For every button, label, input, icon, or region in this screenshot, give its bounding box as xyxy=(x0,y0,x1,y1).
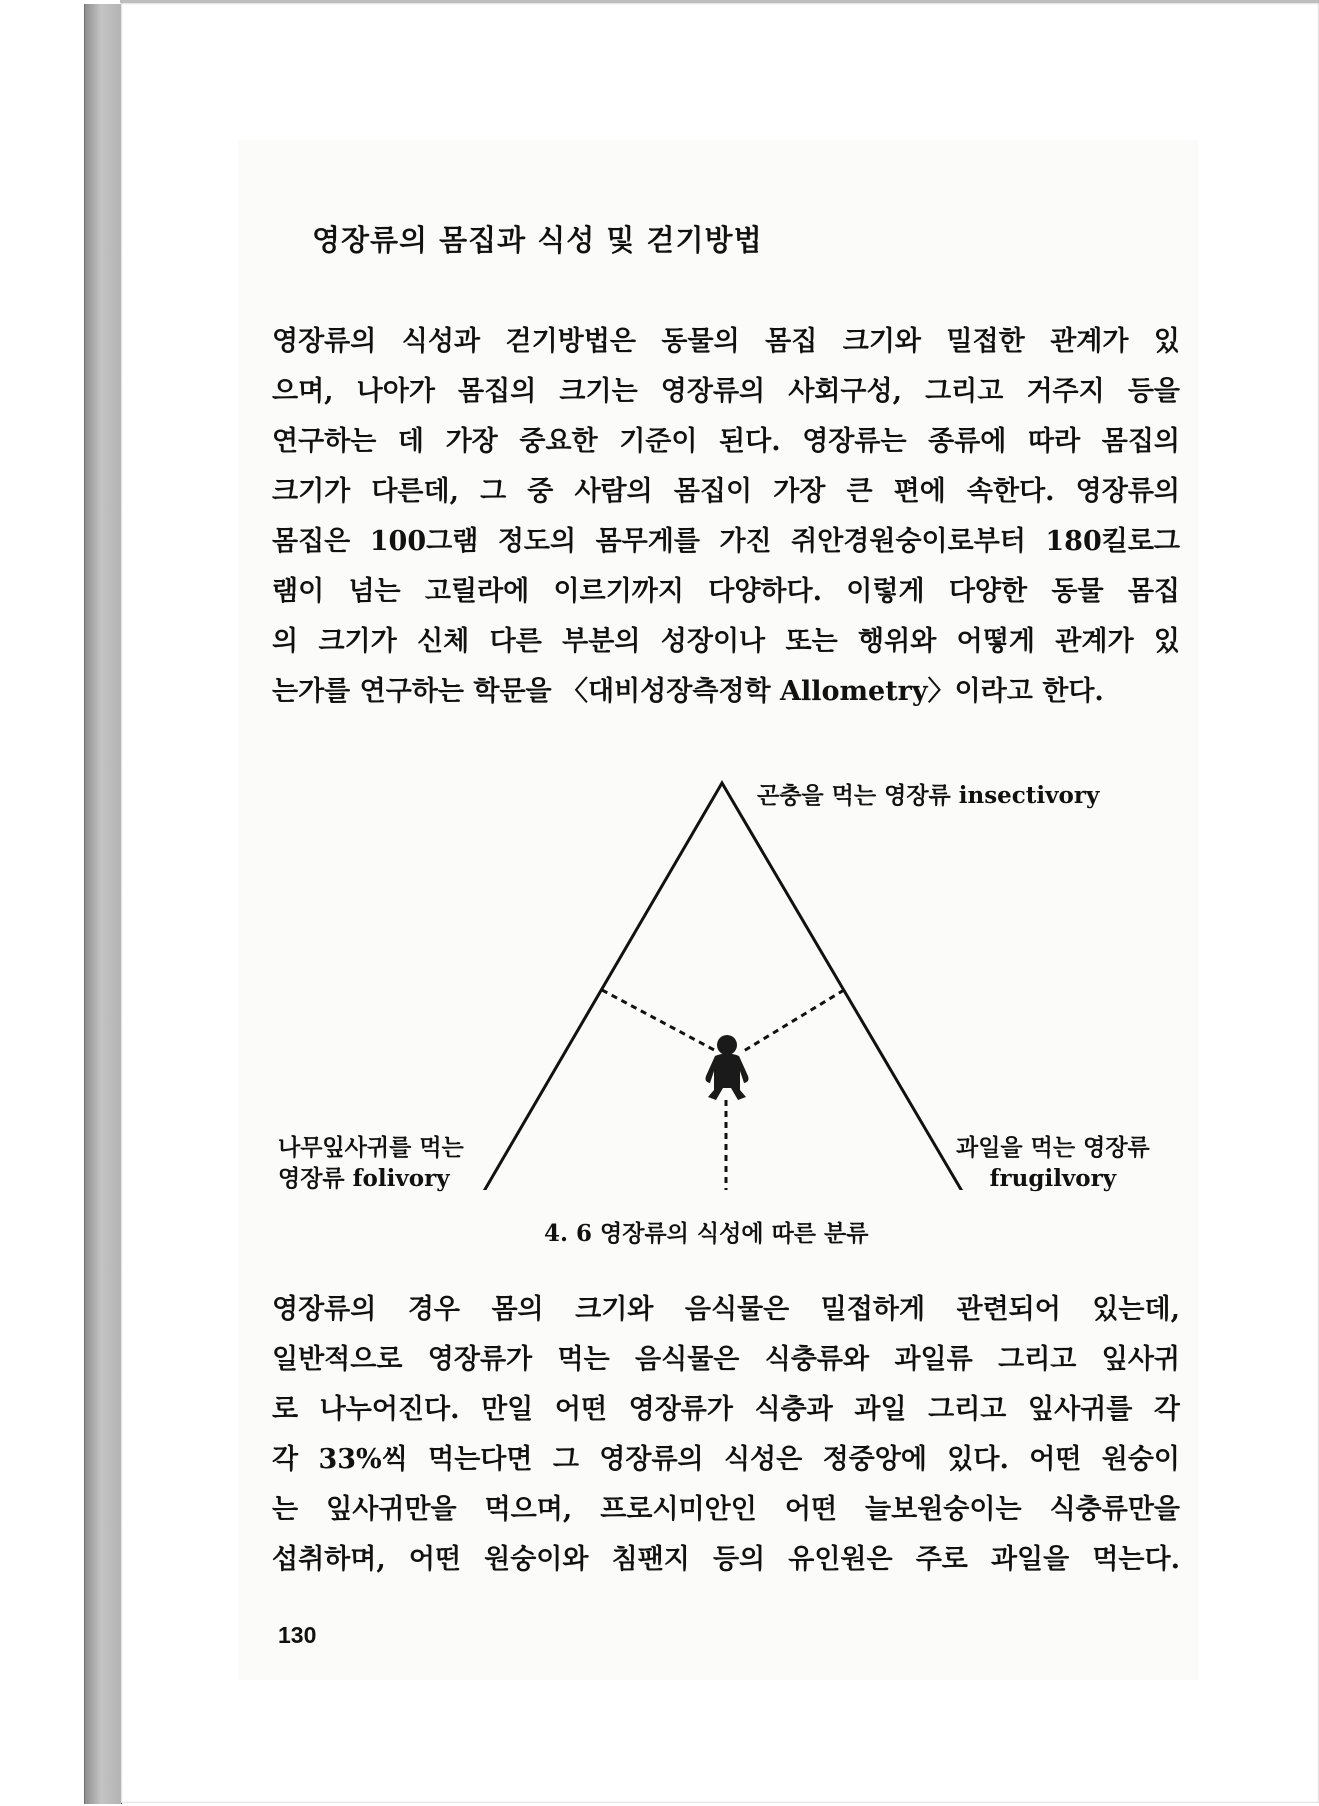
paragraph-line: 일반적으로 영장류가 먹는 음식물은 식충류와 과일류 그리고 잎사귀 xyxy=(272,1344,1180,1375)
folivory-label xyxy=(278,1132,464,1194)
triangle-diagram xyxy=(272,770,1192,1190)
frugivory-label-line1: 과일을 먹는 영장류 xyxy=(956,1134,1150,1161)
frugivory-label-line2: frugilvory xyxy=(989,1165,1117,1192)
paragraph-line: 섭취하며, 어떤 원숭이와 침팬지 등의 유인원은 주로 과일을 먹는다. xyxy=(272,1544,1180,1575)
paragraph-line: 는가를 연구하는 학문을 〈대비성장측정학 Allometry〉이라고 한다. xyxy=(272,676,1104,707)
section-heading: 영장류의 몸집과 식성 및 걷기방법 xyxy=(312,223,763,257)
diet-triangle xyxy=(480,783,966,1190)
paragraph-line: 는 잎사귀만을 먹으며, 프로시미안인 어떤 늘보원숭이는 식충류만을 xyxy=(272,1494,1180,1525)
paragraph-line: 로 나누어진다. 만일 어떤 영장류가 식충과 과일 그리고 잎사귀를 각 xyxy=(272,1394,1180,1425)
paragraph-line: 의 크기가 신체 다른 부분의 성장이나 또는 행위와 어떻게 관계가 있 xyxy=(272,626,1180,657)
paragraph-1 xyxy=(272,317,1180,717)
book-spine xyxy=(84,4,122,1804)
paragraph-line: 영장류의 식성과 걷기방법은 동물의 몸집 크기와 밀접한 관계가 있 xyxy=(272,326,1180,357)
paragraph-line: 각 33%씩 먹는다면 그 영장류의 식성은 정중앙에 있다. 어떤 원숭이 xyxy=(272,1444,1180,1475)
insectivory-label: 곤충을 먹는 영장류 insectivory xyxy=(757,782,1100,809)
diet-triangle-figure xyxy=(272,770,1192,1250)
paragraph-line: 몸집은 100그램 정도의 몸무게를 가진 쥐안경원숭이로부터 180킬로그 xyxy=(272,526,1180,557)
folivory-label-line1: 나무잎사귀를 먹는 xyxy=(278,1134,464,1161)
primate-figure-icon xyxy=(706,1035,749,1100)
page-number: 130 xyxy=(278,1622,317,1648)
paragraph-line: 램이 넘는 고릴라에 이르기까지 다양하다. 이렇게 다양한 동물 몸집 xyxy=(272,576,1180,607)
paragraph-line: 영장류의 경우 몸의 크기와 음식물은 밀접하게 관련되어 있는데, xyxy=(272,1294,1180,1325)
frugivory-label xyxy=(956,1132,1150,1194)
paragraph-line: 연구하는 데 가장 중요한 기준이 된다. 영장류는 종류에 따라 몸집의 xyxy=(272,426,1180,457)
paragraph-line: 으며, 나아가 몸집의 크기는 영장류의 사회구성, 그리고 거주지 등을 xyxy=(272,376,1180,407)
figure-caption: 4. 6 영장류의 식성에 따른 분류 xyxy=(544,1220,869,1247)
paragraph-2 xyxy=(272,1285,1180,1585)
dashed-line-left xyxy=(602,990,718,1052)
dashed-line-right xyxy=(742,990,844,1052)
paragraph-line: 크기가 다른데, 그 중 사람의 몸집이 가장 큰 편에 속한다. 영장류의 xyxy=(272,476,1180,507)
folivory-label-line2: 영장류 folivory xyxy=(278,1165,450,1192)
